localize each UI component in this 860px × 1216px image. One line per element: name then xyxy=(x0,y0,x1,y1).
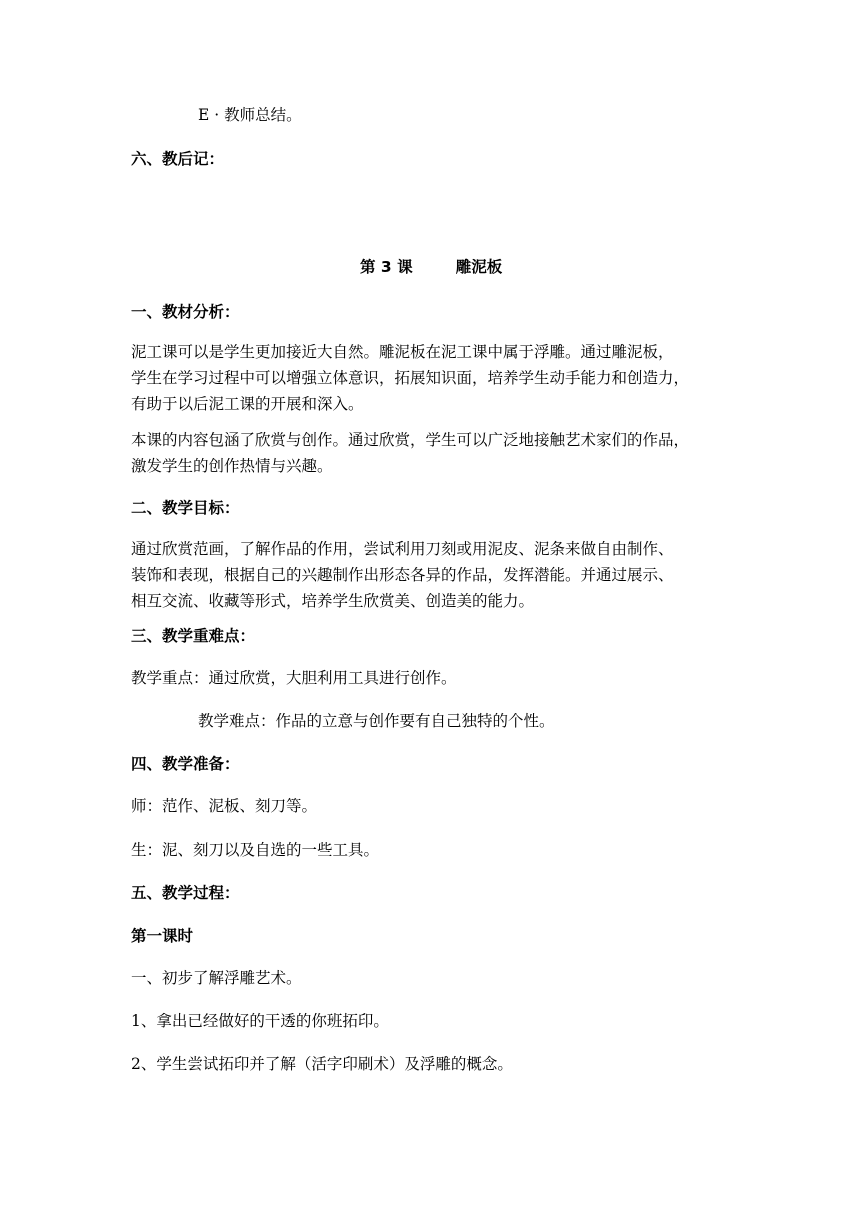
step-1-2-line: 2、学生尝试拓印并了解（活字印刷术）及浮雕的概念。 xyxy=(131,1055,513,1073)
paragraph-line: 有助于以后泥工课的开展和深入。 xyxy=(131,395,364,413)
section-5-heading: 五、教学过程： xyxy=(131,884,240,902)
section-2-paragraph xyxy=(131,536,731,614)
paragraph-line: 学生在学习过程中可以增强立体意识，拓展知识面，培养学生动手能力和创造力， xyxy=(131,369,690,387)
student-prep-line: 生：泥、刻刀以及自选的一些工具。 xyxy=(131,841,380,859)
paragraph-line: 相互交流、收藏等形式，培养学生欣赏美、创造美的能力。 xyxy=(131,592,535,610)
difficult-point-line: 教学难点：作品的立意与创作要有自己独特的个性。 xyxy=(198,712,555,730)
step-1-1-line: 1、拿出已经做好的干透的你班拓印。 xyxy=(131,1012,389,1030)
section-2-heading: 二、教学目标： xyxy=(131,499,240,517)
paragraph-line: 激发学生的创作热情与兴趣。 xyxy=(131,457,333,475)
section-3-heading: 三、教学重难点： xyxy=(131,627,256,645)
paragraph-line: 本课的内容包涵了欣赏与创作。通过欣赏，学生可以广泛地接触艺术家们的作品， xyxy=(131,431,690,449)
paragraph-line: 通过欣赏范画，了解作品的作用，尝试利用刀刻或用泥皮、泥条来做自由制作、 xyxy=(131,540,674,558)
paragraph-line: 装饰和表现，根据自己的兴趣制作出形态各异的作品，发挥潜能。并通过展示、 xyxy=(131,566,674,584)
teacher-summary-line: E · 教师总结。 xyxy=(198,106,302,124)
section-1-paragraph-1 xyxy=(131,339,731,417)
section-4-heading: 四、教学准备： xyxy=(131,755,240,773)
key-point-line: 教学重点：通过欣赏，大胆利用工具进行创作。 xyxy=(131,669,457,687)
postscript-heading: 六、教后记： xyxy=(131,150,225,168)
first-period-label: 第一课时 xyxy=(131,927,194,945)
lesson-title: 第 3 课 雕泥板 xyxy=(360,258,503,276)
section-1-heading: 一、教材分析： xyxy=(131,303,240,321)
step-1-line: 一、初步了解浮雕艺术。 xyxy=(131,969,302,987)
teacher-prep-line: 师：范作、泥板、刻刀等。 xyxy=(131,797,318,815)
paragraph-line: 泥工课可以是学生更加接近大自然。雕泥板在泥工课中属于浮雕。通过雕泥板， xyxy=(131,343,674,361)
section-1-paragraph-2 xyxy=(131,427,731,479)
